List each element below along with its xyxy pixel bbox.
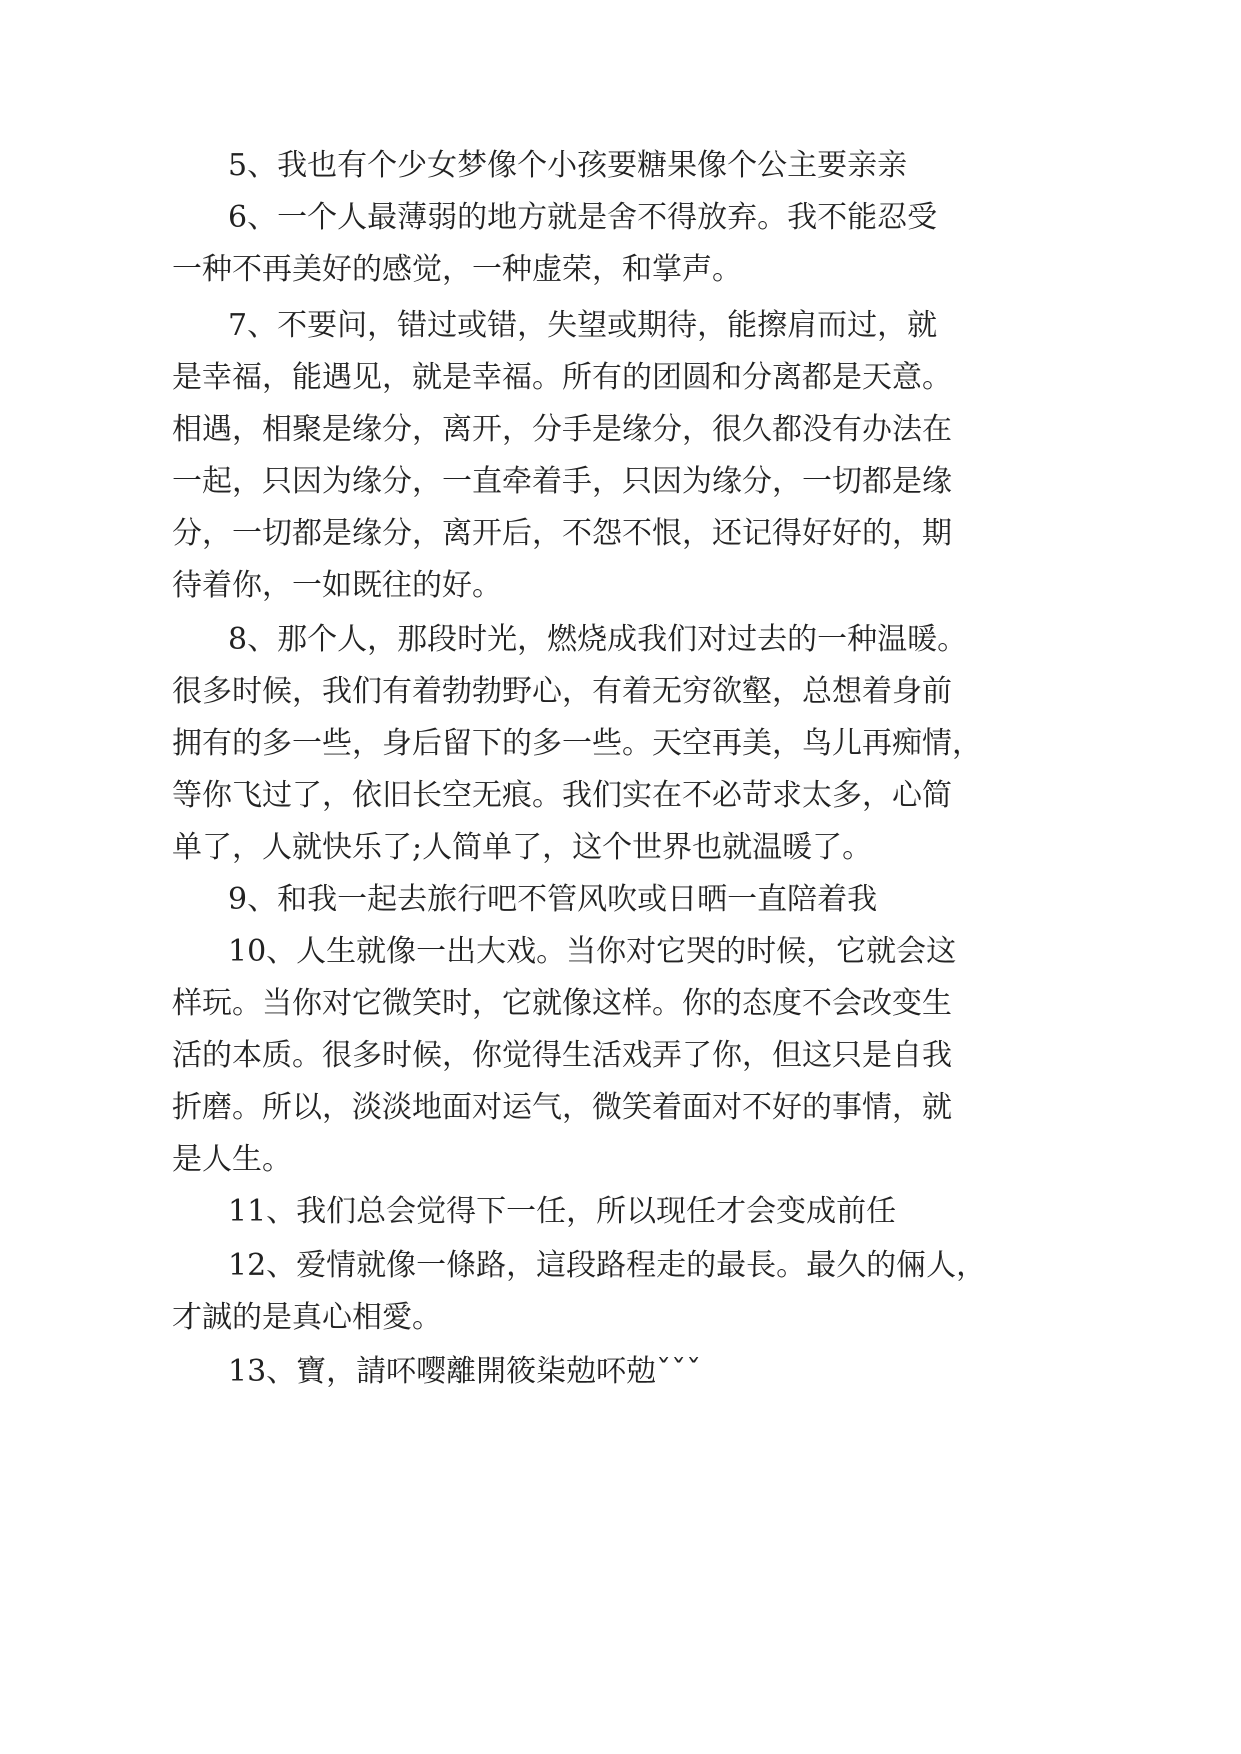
text-line: 等你飞过了，依旧长空无痕。我们实在不必苛求太多，心简 xyxy=(172,778,952,813)
text-line: 活的本质。很多时候，你觉得生活戏弄了你，但这只是自我 xyxy=(172,1038,952,1073)
text-line: 12、爱情就像一條路，這段路程走的最長。最久的倆人， xyxy=(228,1248,987,1283)
text-line: 6、一个人最薄弱的地方就是舍不得放弃。我不能忍受 xyxy=(228,200,938,235)
text-line: 一起，只因为缘分，一直牵着手，只因为缘分，一切都是缘 xyxy=(172,464,952,499)
text-line: 是人生。 xyxy=(172,1142,292,1177)
text-line: 才誠的是真心相愛。 xyxy=(172,1300,442,1335)
text-line: 拥有的多一些，身后留下的多一些。天空再美，鸟儿再痴情， xyxy=(172,726,982,761)
text-line: 7、不要问，错过或错，失望或期待，能擦肩而过，就 xyxy=(228,308,938,343)
text-line: 11、我们总会觉得下一任，所以现任才会变成前任 xyxy=(228,1194,897,1229)
text-line: 是幸福，能遇见，就是幸福。所有的团圆和分离都是天意。 xyxy=(172,360,952,395)
text-line: 很多时候，我们有着勃勃野心，有着无穷欲壑，总想着身前 xyxy=(172,674,952,709)
text-line: 分，一切都是缘分，离开后，不怨不恨，还记得好好的，期 xyxy=(172,516,952,551)
text-line: 样玩。当你对它微笑时，它就像这样。你的态度不会改变生 xyxy=(172,986,952,1021)
text-line: 10、人生就像一出大戏。当你对它哭的时候，它就会这 xyxy=(228,934,957,969)
text-line: 9、和我一起去旅行吧不管风吹或日晒一直陪着我 xyxy=(228,882,878,917)
text-line: 待着你，一如既往的好。 xyxy=(172,568,502,603)
text-line: 8、那个人，那段时光，燃烧成我们对过去的一种温暖。 xyxy=(228,622,968,657)
text-line: 单了，人就快乐了;人简单了，这个世界也就温暖了。 xyxy=(172,830,873,865)
text-line: 相遇，相聚是缘分，离开，分手是缘分，很久都没有办法在 xyxy=(172,412,952,447)
text-line: 13、寶，請吥嘤離開筱柒勊吥勊ˇˇˇ xyxy=(228,1354,702,1389)
text-line: 5、我也有个少女梦像个小孩要糖果像个公主要亲亲 xyxy=(228,148,908,183)
text-line: 折磨。所以，淡淡地面对运气，微笑着面对不好的事情，就 xyxy=(172,1090,952,1125)
text-line: 一种不再美好的感觉，一种虚荣，和掌声。 xyxy=(172,252,742,287)
